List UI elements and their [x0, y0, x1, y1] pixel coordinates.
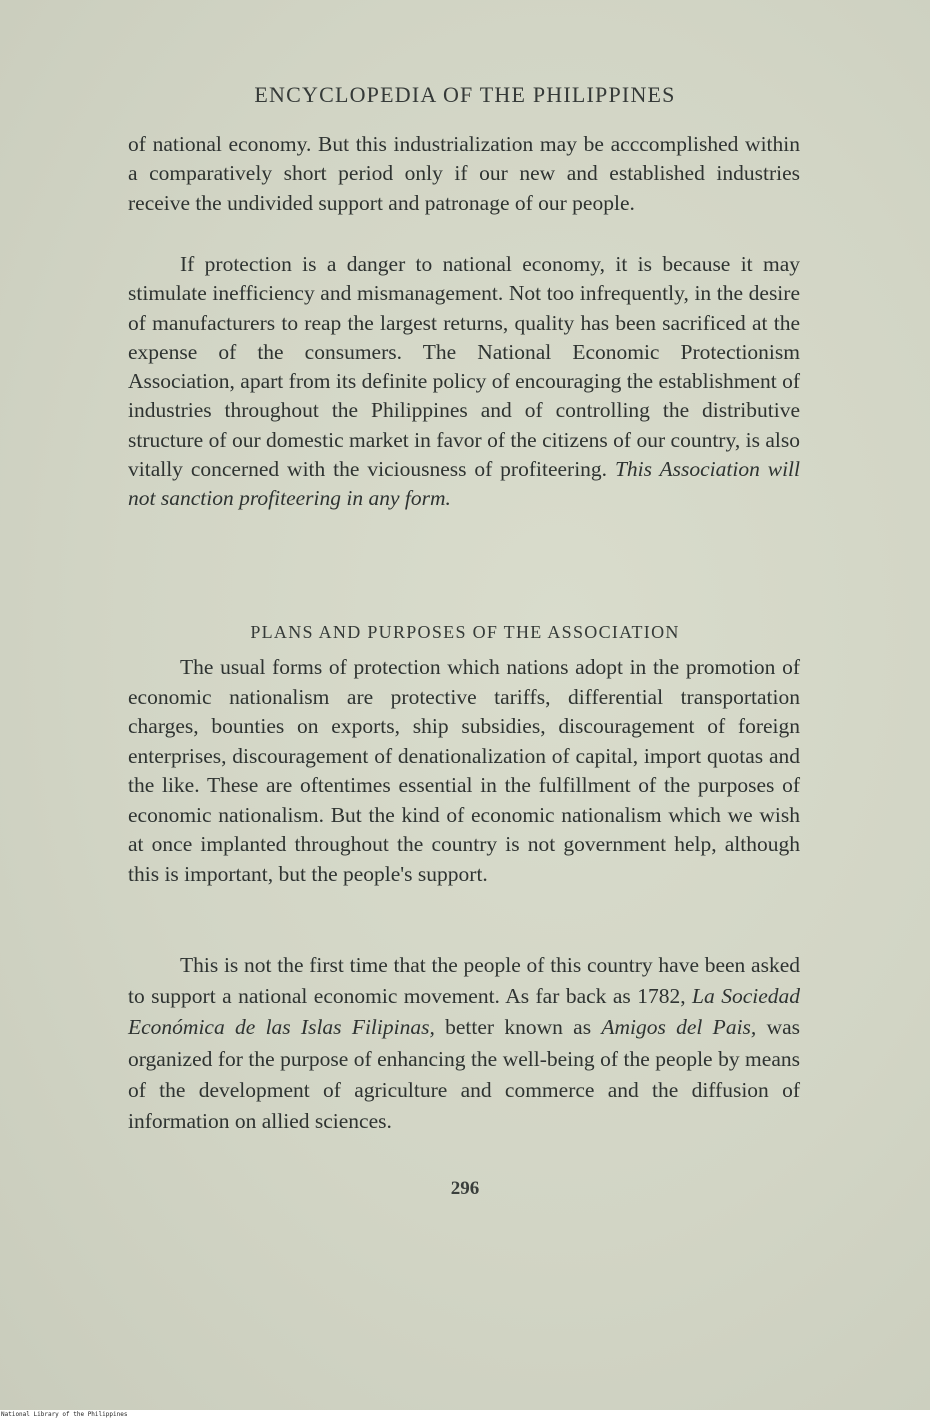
paragraph-forms-of-protection: The usual forms of protection which nations adopt in the promotion of economic nationalism are protective tariffs, differential transportation charges, bounties on exports, ship subsidies, discouragement of foreign enterprises, discouragement of denationalization of capital, import quotas and the like. These are oftentimes essential in the fulfillment of the purposes of economic nationalism. But the kind of economic nationalism which we wish at once implanted throughout the country is not government help, although this is important, but the people's support.	[128, 655, 800, 886]
history-text-b: better known as	[445, 1015, 592, 1040]
amigos-name: Amigos del Pais,	[601, 1015, 757, 1040]
history-text-c: was organized for the purpose of enhancing the well-being of the people by means of the development of agriculture and commerce and the diffusion of information on allied sciences.	[128, 1015, 800, 1134]
library-watermark: National Library of the Philippines	[1, 1411, 128, 1418]
page-number: 296	[450, 1178, 480, 1199]
section-heading: PLANS AND PURPOSES OF THE ASSOCIATION	[250, 622, 680, 642]
paragraph-protection	[128, 250, 800, 514]
paragraph-continuation: of national economy. But this industrialization may be acccomplished within a comparatively short period only if our new and established industries receive the undivided support and patronage of our people.	[128, 132, 800, 215]
emphasis-profiteering: This Association will not sanction profiteering in any form.	[128, 457, 800, 511]
paragraph-protection-text: If protection is a danger to national economy, it is because it may stimulate inefficiency and mismanagement. Not too infrequently, in the desire of manufacturers to reap the largest returns, quality has been sacrificed at the expense of the consumers. The National Economic Protectionism Association, apart from its definite policy of encouraging the establishment of industries throughout the Philippines and of controlling the distributive structure of our domestic market in favor of the citizens of our country, is also vitally concerned with the viciousness of profiteering.	[128, 252, 800, 482]
paragraph-history	[128, 950, 800, 1137]
sociedad-name: La Sociedad Económica de las Islas Filipinas,	[128, 984, 801, 1040]
running-head: ENCYCLOPEDIA OF THE PHILIPPINES	[254, 82, 676, 107]
history-text-a: This is not the first time that the people of this country have been asked to support a national economic movement. As far back as 1782,	[128, 953, 800, 1009]
